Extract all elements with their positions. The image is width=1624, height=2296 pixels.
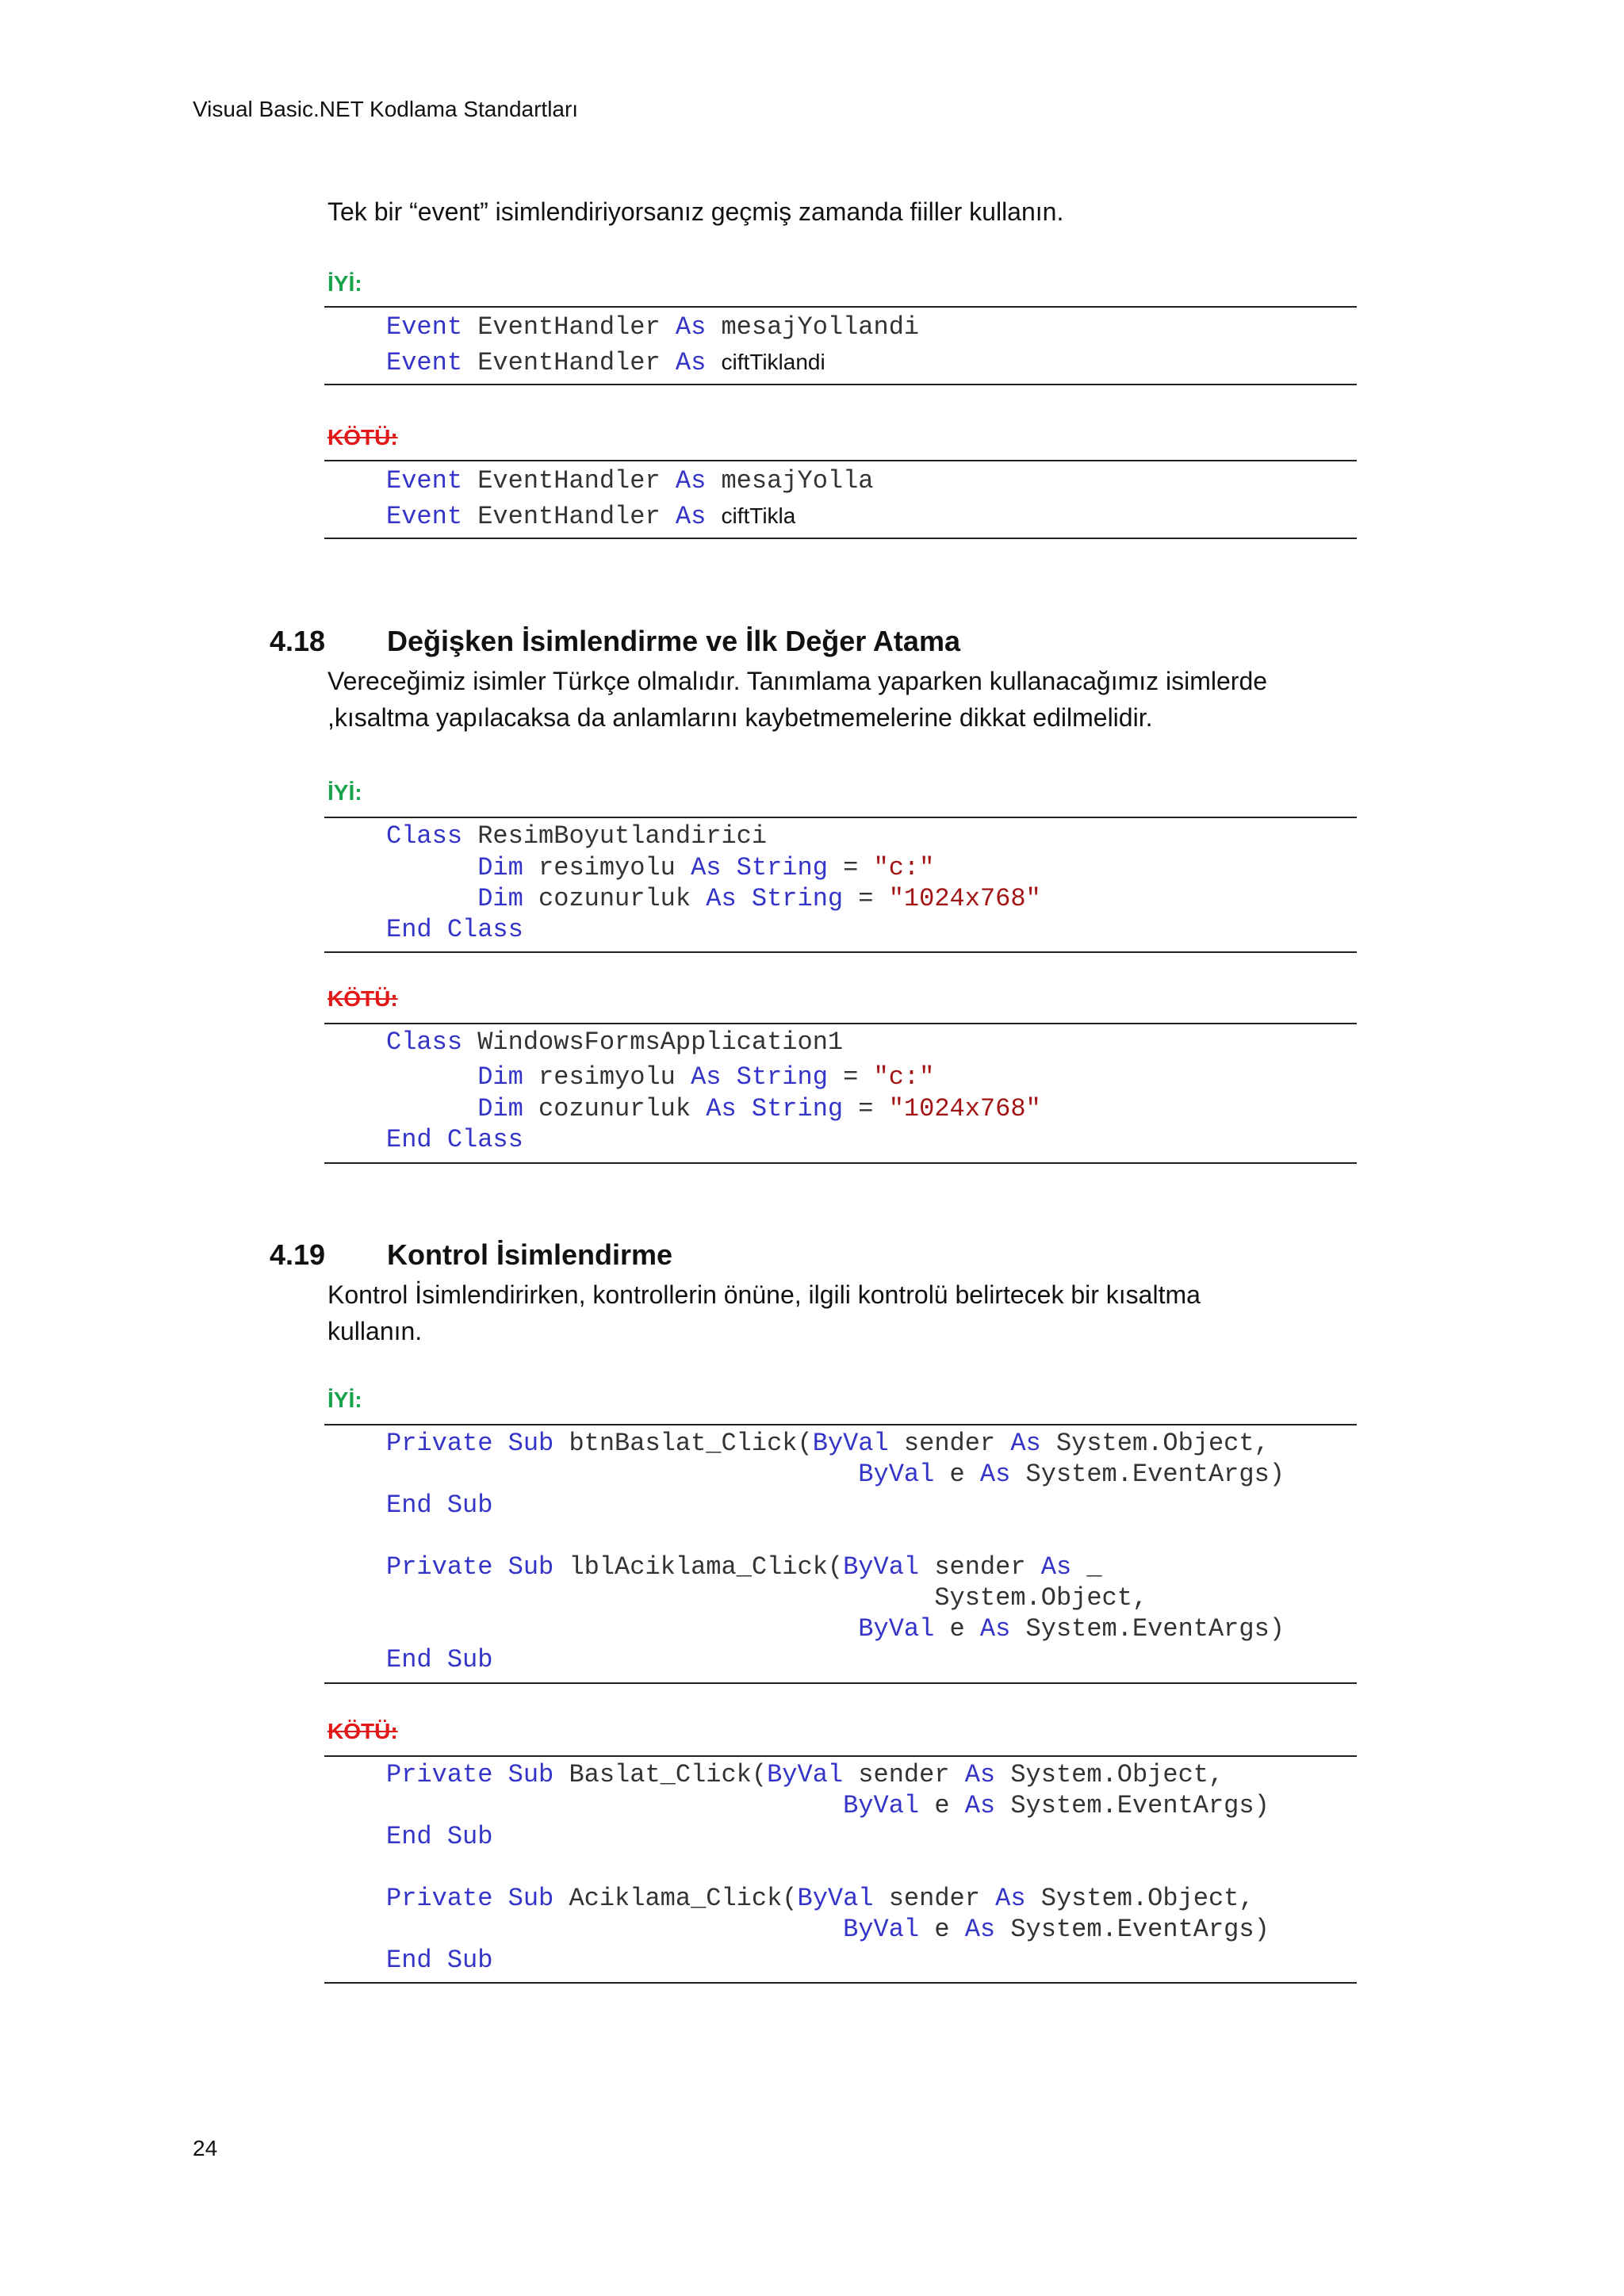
code-line: Event EventHandler As mesajYollandi: [386, 312, 920, 342]
code-line: ByVal e As System.EventArgs): [858, 1460, 1285, 1489]
good-label: İYİ:: [327, 1387, 362, 1412]
code-line: Class WindowsFormsApplication1: [386, 1027, 844, 1057]
code-line: System.Object,: [934, 1583, 1148, 1613]
code-line: ByVal e As System.EventArgs): [858, 1614, 1285, 1644]
code-line: Private Sub Baslat_Click(ByVal sender As System.Object,: [386, 1760, 1224, 1789]
code-line: Private Sub btnBaslat_Click(ByVal sender As System.Object,: [386, 1429, 1270, 1458]
code-line: Dim cozunurluk As String = "1024x768": [477, 884, 1041, 913]
code-block-variable-bad: [324, 1023, 1357, 1164]
code-block-control-good: [324, 1424, 1357, 1684]
bad-label: KÖTÜ:: [327, 986, 398, 1011]
code-line: Dim resimyolu As String = "c:": [477, 1062, 935, 1092]
code-line: Class ResimBoyutlandirici: [386, 821, 768, 851]
running-header: Visual Basic.NET Kodlama Standartları: [193, 97, 579, 121]
section-heading-4-19: 4.19 Kontrol İsimlendirme: [270, 1238, 673, 1271]
code-line: End Class: [386, 915, 523, 944]
section-heading-4-18: 4.18 Değişken İsimlendirme ve İlk Değer Atama: [270, 625, 960, 657]
bad-label: KÖTÜ:: [327, 1719, 398, 1743]
code-block-control-bad: [324, 1755, 1357, 1984]
good-label: İYİ:: [327, 780, 362, 805]
good-label: İYİ:: [327, 271, 362, 296]
page-number: 24: [193, 2136, 218, 2160]
code-line: Event EventHandler As ciftTikla: [386, 502, 796, 531]
code-line: End Sub: [386, 1490, 493, 1520]
code-block-event-good: [324, 306, 1357, 385]
code-line: Dim cozunurluk As String = "1024x768": [477, 1094, 1041, 1123]
code-line: End Sub: [386, 1645, 493, 1674]
code-line: Event EventHandler As ciftTiklandi: [386, 348, 825, 377]
code-line: ByVal e As System.EventArgs): [843, 1791, 1270, 1820]
code-line: ByVal e As System.EventArgs): [843, 1915, 1270, 1944]
section-4-18-paragraph: Vereceğimiz isimler Türkçe olmalıdır. Tanımlama yaparken kullanacağımız isimlerde ,kısaltma yapılacaksa da anlamlarını kaybetmemelerine dikkat edilmelidir.: [327, 667, 1268, 732]
bad-label: KÖTÜ:: [327, 425, 398, 450]
intro-paragraph: Tek bir “event” isimlendiriyorsanız geçmiş zamanda fiiller kullanın.: [327, 197, 1064, 226]
code-line: End Sub: [386, 1946, 493, 1975]
section-4-19-paragraph: Kontrol İsimlendirirken, kontrollerin önüne, ilgili kontrolü belirtecek bir kısaltma kullanın.: [327, 1280, 1201, 1345]
code-line: End Sub: [386, 1822, 493, 1851]
code-block-event-bad: [324, 460, 1357, 539]
code-block-variable-good: [324, 817, 1357, 953]
code-line: End Class: [386, 1125, 523, 1154]
code-line: Private Sub lblAciklama_Click(ByVal sender As _: [386, 1552, 1102, 1582]
code-line: Event EventHandler As mesajYolla: [386, 466, 874, 496]
code-line: Dim resimyolu As String = "c:": [477, 853, 935, 882]
code-line: Private Sub Aciklama_Click(ByVal sender As System.Object,: [386, 1884, 1254, 1913]
